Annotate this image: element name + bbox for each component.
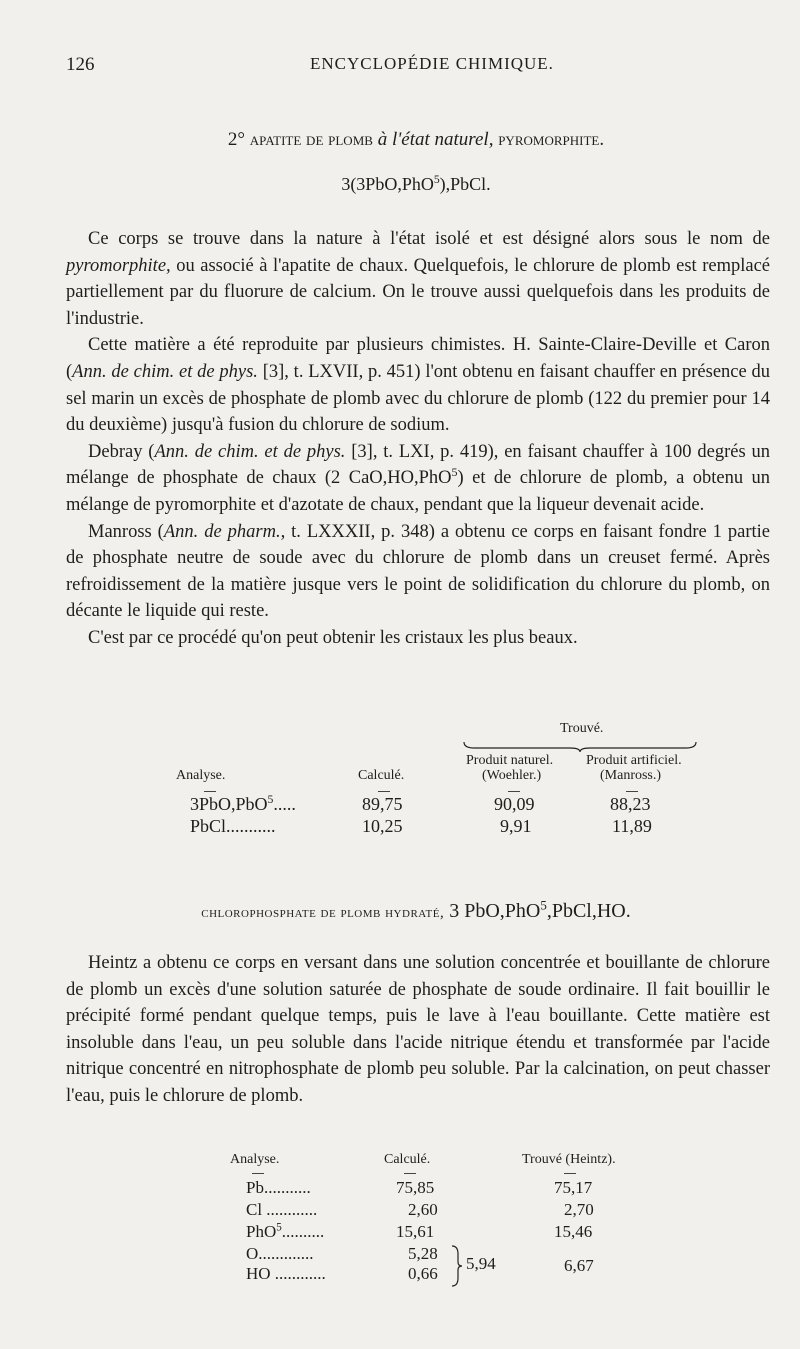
row1-calculated: 89,75 bbox=[362, 794, 403, 814]
t2-row-cl-label: Cl ............ bbox=[246, 1200, 318, 1219]
t2-row-ho-label: HO ............ bbox=[246, 1264, 326, 1283]
row1-artificial: 88,23 bbox=[610, 794, 651, 814]
section-number: 2° bbox=[227, 129, 246, 150]
row1-natural: 90,09 bbox=[494, 794, 535, 814]
section-heading-chlorophosphate bbox=[66, 897, 766, 923]
row2-artificial: 11,89 bbox=[612, 816, 652, 836]
t2-row-pb-calc: 75,85 bbox=[396, 1178, 435, 1197]
t2-row-cl-found: 2,70 bbox=[564, 1200, 594, 1219]
paragraph-5: C'est par ce procédé qu'on peut obtenir les cristaux les plus beaux. bbox=[88, 627, 578, 648]
t2-row-pho5-label: PhO$^5$.......... bbox=[246, 1221, 325, 1241]
t2-header-calculated: Calculé. bbox=[384, 1152, 431, 1167]
header-woehler: (Woehler.) bbox=[482, 768, 542, 783]
dash bbox=[508, 791, 520, 792]
t2-row-o-label: O............. bbox=[246, 1244, 314, 1263]
header-analysis: Analyse. bbox=[176, 768, 226, 783]
t2-row-cl-calc: 2,60 bbox=[408, 1200, 438, 1219]
header-natural: Produit naturel. bbox=[466, 753, 554, 768]
chlorophosphate-formula: 3 PbO,PhO$^5$,PbCl,HO. bbox=[444, 897, 631, 922]
heading-part-3: pyromorphite. bbox=[498, 129, 605, 150]
t2-row-oho-found: 6,67 bbox=[564, 1256, 594, 1275]
heading-chlorophosphate-text: chlorophosphate de plomb hydraté, bbox=[201, 905, 445, 921]
paragraph-4: Manross (Ann. de pharm., t. LXXXII, p. 348) a obtenu ce corps en faisant fondre 1 partie de phosphate neutre de soude avec du chlorure de plomb dans un creuset fermé. Après refroidissement de la matière jusque vers le point de solidification du chlorure du plomb, on décante le liquide qui reste. bbox=[66, 521, 770, 622]
running-title: ENCYCLOPÉDIE CHIMIQUE. bbox=[310, 54, 554, 73]
t2-header-analysis: Analyse. bbox=[230, 1152, 280, 1167]
section-heading-pyromorphite bbox=[66, 128, 766, 152]
heading-part-2: à l'état naturel, bbox=[377, 129, 494, 150]
body-text-1 bbox=[66, 226, 770, 652]
t2-row-pho5-found: 15,46 bbox=[554, 1222, 593, 1241]
t2-row-pb-label: Pb........... bbox=[246, 1178, 311, 1197]
dash bbox=[564, 1173, 576, 1174]
dash bbox=[404, 1173, 416, 1174]
row2-calculated: 10,25 bbox=[362, 816, 403, 836]
paragraph-6: Heintz a obtenu ce corps en versant dans une solution concentrée et bouillante de chlorure de plomb un excès d'une solution saturée de phosphate de soude ordinaire. Il fait bouillir le précipité formé pendant quelque temps, puis le lave à l'eau bouillante. Cette matière est insoluble dans l'eau, un peu soluble dans l'acide nitrique étendu et transformée par l'acide nitrique concentré en nitrophosphate de plomb peu soluble. Par la calcination, on peut chasser l'eau, puis le chlorure de plomb. bbox=[66, 953, 770, 1106]
dash bbox=[252, 1173, 264, 1174]
heading-part-1: apatite de plomb bbox=[249, 129, 373, 150]
trouve-label: Trouvé. bbox=[560, 721, 604, 736]
trouve-brace bbox=[462, 738, 698, 752]
t2-brace-sum: 5,94 bbox=[466, 1254, 496, 1273]
dash bbox=[204, 791, 216, 792]
paragraph-2: Cette matière a été reproduite par plusieurs chimistes. H. Sainte-Claire-Deville et Caron (Ann. de chim. et de phys. [3], t. LXVII, p. 451) l'ont obtenu en faisant chauffer en présence du sel marin un excès de phosphate de plomb avec du chlorure de plomb (122 du premier pour 14 du deuxième) jusqu'à fusion du chlorure de sodium. bbox=[66, 335, 770, 436]
t2-row-ho-calc: 0,66 bbox=[408, 1264, 438, 1283]
t2-row-pb-found: 75,17 bbox=[554, 1178, 593, 1197]
row1-label: 3PbO,PbO$^5$..... bbox=[190, 793, 296, 814]
t2-brace bbox=[450, 1244, 464, 1288]
dash bbox=[626, 791, 638, 792]
pyromorphite-formula: 3(3PbO,PhO$^5$),PbCl. bbox=[341, 173, 491, 194]
dash bbox=[378, 791, 390, 792]
page-number: 126 bbox=[66, 54, 95, 75]
page-header bbox=[66, 54, 766, 84]
t2-header-found: Trouvé (Heintz). bbox=[522, 1152, 616, 1167]
row2-natural: 9,91 bbox=[500, 816, 532, 836]
header-calculated: Calculé. bbox=[358, 768, 405, 783]
t2-row-pho5-calc: 15,61 bbox=[396, 1222, 435, 1241]
paragraph-3: Debray (Ann. de chim. et de phys. [3], t. LXI, p. 419), en faisant chauffer à 100 degrés un mélange de phosphate de chaux (2 CaO,HO,PhO$^5$) et de chlorure de plomb, a obtenu un mélange de pyromorphite et d'azotate de chaux, pendant que la liqueur devenait acide. bbox=[66, 441, 770, 515]
row2-label: PbCl........... bbox=[190, 816, 276, 836]
paragraph-1: Ce corps se trouve dans la nature à l'état isolé et est désigné alors sous le nom de pyromorphite, ou associé à l'apatite de chaux. Quelquefois, le chlorure de plomb est remplacé partiellement par du fluorure de calcium. On le trouve aussi quelquefois dans les produits de l'industrie. bbox=[66, 229, 770, 329]
header-manross: (Manross.) bbox=[600, 768, 662, 783]
t2-row-o-calc: 5,28 bbox=[408, 1244, 438, 1263]
header-artificial: Produit artificiel. bbox=[586, 753, 682, 768]
body-text-2 bbox=[66, 950, 770, 1110]
